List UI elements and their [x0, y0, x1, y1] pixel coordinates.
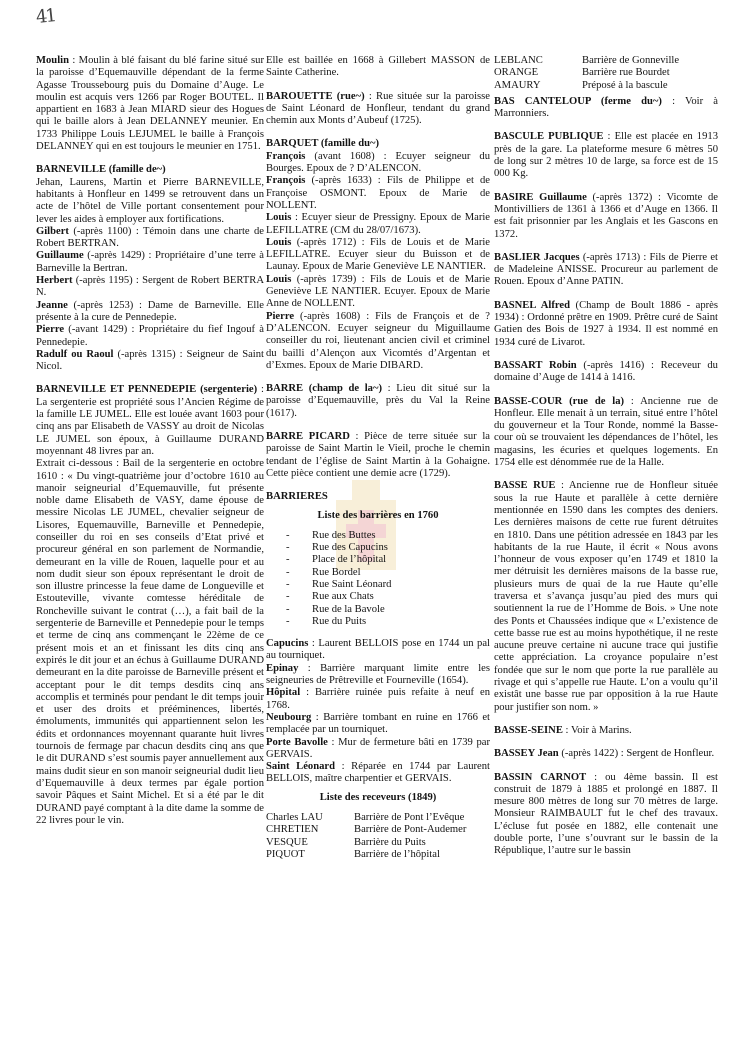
entry-text: (-après 1608) : Fils de François et de ? D’ALENCON. Ecuyer seigneur du Miguillaume conseiller du roi, lieutenant ancien civil et criminel du bailli d’Alençon aux Vicomtés d’Argentan et d’Exmes. Epoux de Marie DIBARD.	[266, 310, 490, 371]
entry-text: (Champ de Boult 1886 - après 1934) : Ordonné prêtre en 1909. Prêtre curé de Saint Gatien des Bois de 1927 à 1934. Il est nommé en 1934 curé de Livarot.	[494, 299, 718, 348]
entry-barriere	[266, 687, 490, 712]
entry-barquet	[266, 274, 490, 311]
receveur-place: Barrière rue Bourdet	[582, 67, 670, 79]
entry-heading: Louis	[266, 212, 292, 224]
receveurs-table	[266, 812, 490, 861]
entry-text: (-avant 1429) : Propriétaire du fief Ingouf à Pennedepie.	[36, 324, 264, 348]
entry-text: : Pièce de terre située sur la paroisse de Saint Martin le Vieil, proche le chemin tendant de l’église de Saint Martin à la Gohaigne. Cette pièce contient une demie acre (1729).	[266, 431, 490, 479]
entry-heading: Neubourg	[266, 711, 312, 723]
entry-heading: BARNEVILLE (famille de~)	[36, 164, 166, 176]
table-row	[266, 837, 490, 849]
entry-text: : Mur de fermeture bâti en 1739 par GERVAIS.	[266, 736, 490, 760]
entry-barriere	[266, 663, 490, 688]
entry-pierre	[36, 324, 264, 349]
entry-basire	[494, 192, 718, 241]
entry-text: : Ecuyer sieur de Pressigny. Epoux de Marie LEFILLATRE (CM du 28/07/1673).	[266, 212, 490, 236]
entry-text: : Barrière ruinée puis refaite à neuf en 1768.	[266, 687, 490, 711]
page-number: 41	[34, 5, 56, 28]
section-heading-barquet	[266, 138, 490, 150]
column-3	[494, 55, 718, 858]
entry-heading: Pierre	[266, 310, 295, 322]
receveur-name: AMAURY	[494, 79, 541, 91]
entry-heading: Louis	[266, 236, 292, 248]
entry-heading: Herbert	[36, 275, 73, 287]
entry-continuation: Elle est baillée en 1668 à Gillebert MASSON de Sainte Catherine.	[266, 55, 490, 79]
entry-radulf	[36, 349, 264, 374]
entry-text: : Barrière tombant en ruine en 1766 et remplacée par un tourniquet.	[266, 711, 490, 736]
entry-heading: Louis	[266, 273, 292, 285]
list-item: - Rue de la Bavole	[286, 603, 385, 615]
entry-baslier	[494, 252, 718, 289]
receveur-name: VESQUE	[266, 836, 308, 848]
entry-heading: BASSE RUE	[494, 480, 556, 492]
entry-heading: BASSE-SEINE	[494, 724, 563, 736]
entry-text: (-après 1100) : Témoin dans une charte de Robert BERTRAN.	[36, 225, 264, 250]
entry-text: : Ancienne rue de Honfleur située sous la rue Haute et parallèle à cette dernière mentionnée en 1590 dans les comptes des deniers. Les dernières maisons de cette rue furent détruites en 1810. Dans une pétition adressée en 1843 par les habitants de la rue Haute, il écrit « Nous avons l’honneur de vous exposer qu’en 1749 et 1810 la mer détruisit les dernières maisons de la basse rue, plusieurs murs de quai de la rue Haute qu’elle traversa et s’avança jusqu’au pied des murs qui soutiennent la rue de l’Homme de Bois. » Une note des Ponts et Chaussées indique que « L’existence de cette basse rue est au moins hypothétique, il ne reste aucune preuve certaine ni aucune trace qui justifie cette appréciation. La croyance populaire n’est fondée que sur le nom que porte la rue parallèle au rivage et qui s’appelle rue Haute. L’on a voulu qu’il existât une basse rue par opposition à la rue Haute pour justifier son nom. »	[494, 480, 718, 713]
entry-heading: Radulf ou Raoul	[36, 348, 114, 360]
entry-barriere	[266, 761, 490, 786]
entry-heading: BASSIN CARNOT	[494, 771, 587, 783]
column-1	[36, 55, 264, 827]
entry-guillaume	[36, 250, 264, 275]
receveur-place: Barrière de Gonneville	[582, 55, 680, 66]
receveur-name: LEBLANC	[494, 55, 543, 66]
entry-bas-canteloup	[494, 96, 718, 121]
table-row	[266, 849, 490, 861]
entry-heading: BASSE-COUR (rue de la)	[494, 395, 625, 407]
entry-heading: Porte Bavolle	[266, 736, 328, 748]
section-heading-barneville	[36, 164, 264, 176]
receveur-place: Barrière de Pont-Audemer	[354, 824, 467, 836]
entry-barriere	[266, 712, 490, 737]
entry-text: (-après 1713) : Fils de Pierre et de Madeleine ANISSE. Procureur au parlement de Rouen. Epoux d’Anne PATIN.	[494, 251, 718, 288]
receveurs-table-continued	[494, 55, 718, 92]
list-item: - Rue des Capucins	[286, 542, 388, 554]
entry-heading: Moulin	[36, 55, 69, 66]
entry-heading: Epinay	[266, 662, 299, 674]
receveur-name: CHRETIEN	[266, 824, 319, 836]
entry-text: : Elle est placée en 1913 près de la gare. La plateforme mesure 6 mètres 50 de long sur 2 mètres 10 de large, sa force est de 15 000 Kg.	[494, 131, 718, 180]
entry-text: : Voir à Marronniers.	[494, 95, 718, 120]
entry-barre-picard	[266, 431, 490, 480]
entry-heading: BARNEVILLE ET PENNEDEPIE (sergenterie)	[36, 384, 258, 396]
list-item: - Rue Bordel	[286, 566, 361, 578]
receveur-place: Barrière du Puits	[354, 836, 426, 848]
entry-text: (-après 1253) : Dame de Barneville. Elle présente à la cure de Pennedepie.	[36, 299, 264, 323]
entry-heading: BARRE (champ de la~)	[266, 383, 383, 395]
section-heading-barrieres	[266, 491, 490, 503]
entry-herbert	[36, 275, 264, 300]
entry-text: (-après 1422) : Sergent de Honfleur.	[558, 748, 715, 760]
entry-basse-rue	[494, 480, 718, 714]
entry-heading: Pierre	[36, 324, 65, 336]
entry-barriere	[266, 737, 490, 762]
entry-heading: BARQUET (famille du~)	[266, 138, 380, 150]
entry-text: (-après 1372) : Vicomte de Montivilliers de 1361 à 1366 et d’Auge en 1366. Il est fait prisonnier par les Anglais et les Gascons en 1372.	[494, 191, 718, 240]
entry-text: : Réparée en 1744 par Laurent BELLOIS, maître charpentier et GERVAIS.	[266, 761, 490, 785]
entry-text: (-après 1739) : Fils de Louis et de Marie Geneviève LE NANTIER. Ecuyer. Epoux de Marie Anne de NOLLENT.	[266, 273, 490, 310]
entry-barquet	[266, 237, 490, 274]
entry-jeanne	[36, 300, 264, 325]
entry-barriere	[266, 638, 490, 663]
entry-text: : Voir à Marins.	[562, 724, 632, 736]
entry-barquet	[266, 311, 490, 372]
table-row	[494, 80, 718, 92]
entry-bassart	[494, 360, 718, 385]
list-item: - Rue des Buttes	[286, 529, 376, 541]
entry-text: : La sergenterie est propriété sous l’Ancien Régime de la famille LE JUMEL. Elle est louée avant 1603 pour cinq ans par Elisabeth de VASSY au droit de Nicolas LE JUMEL son époux, à Guillaume DURAND moyennant 48 livres par an.	[36, 384, 264, 457]
receveur-place: Barrière de l’hôpital	[354, 848, 440, 860]
entry-heading: Hôpital	[266, 687, 301, 699]
list-item: - Rue Saint Léonard	[286, 578, 392, 590]
table-row	[494, 55, 718, 67]
column-2	[266, 55, 490, 865]
entry-heading: Jeanne	[36, 299, 68, 311]
table-row	[494, 67, 718, 79]
list-item: - Place de l’hôpital	[286, 554, 387, 566]
entry-heading: Gilbert	[36, 225, 69, 237]
entry-heading: BAS CANTELOUP (ferme du~)	[494, 95, 662, 107]
entry-heading: BASLIER Jacques	[494, 251, 580, 263]
entry-text: (-après 1633) : Fils de Philippe et de Françoise OSMONT. Epoux de Marie de NOLLENT.	[266, 175, 490, 211]
entry-text: Extrait ci-dessous : Bail de la sergenterie en octobre 1610 : « Du vingt-quatrième jour d’octobre 1610 au manoir seigneurial d’Equemauville, fut présente noble dame Elisabeth de VASY, dame épouse de messire Nicolas LE JUMEL, chevalier seigneur de Lisores, Equemauville, Barneville et Pennedepie, conseiller du roi en ses conseils d’Etat privé et procureur général en son parlement de Normandie, demeurant en la ville de Rouen, laquelle pour et au nom dudit sieur son époux représentant le droit de son illustre princesse la feue dame de Longueville et Estouteville, vivante comtesse héréditale de Roncheville suivant le contrat (…), a fait bail de la sergenterie de Barneville et Pennedepie pour le temps et terme de cinq ans commençant le 22ème de ce présent mois et an et finissant les dits cinq ans expirés le dit jour et an échus à Guillaume DURAND demeurant en la dite paroisse de Barneville présent et acceptant pour le dit temps desdits cinq ans accomplis et terminés pour pendant le dit temps jouir et user des droits et prééminences, libertés, émoluments, immunités qui appartiennent selon les édits et ordonnances moyennant quarante huit livres tournois de fermage par chacun desdits cinq ans que le dit DURAND s’est soumis payer annuellement aux mains dudit sieur en son manoir seigneurial dudit lieu d’Equemauville à deux termes par égale portion savoir Pâques et Saint Michel. Et si a été par le dit DURAND payé comptant à la dite dame la somme de 22 livres pour le vin.	[36, 458, 265, 826]
entry-heading: Saint Léonard	[266, 761, 336, 773]
entry-bail-extrait	[36, 458, 264, 827]
entry-barneville-habitants	[36, 177, 264, 226]
entry-text: Jehan, Laurens, Martin et Pierre BARNEVILLE, habitants à Honfleur en 1499 se retrouvent dans un acte de l’hôtel de Ville portant consentement pour lever les aides à employer aux fortifications.	[36, 176, 264, 225]
entry-basse-seine	[494, 725, 718, 737]
table-row	[266, 824, 490, 836]
entry-heading: BASSART Robin	[494, 359, 577, 371]
entry-barquet	[266, 212, 490, 237]
entry-text: : Moulin à blé faisant du blé farine situé sur la paroisse d’Equemauville dépendant de la ferme Agasse Troussebourg puis du Domaine d’Auge. Le moulin est acquis vers 1266 par Roger BOUTEL. Il appartient en 1683 à Jean MIARD sieur des Hogues qui le baille alors à Jean DELANNEY meunier. En 1733 Philippe Louis LEJUMEL le baille à François DELANNEY qui en est toujours le meunier en 1751.	[36, 55, 264, 153]
entry-heading: BASSEY Jean	[494, 748, 559, 760]
barrieres-list	[266, 530, 490, 628]
table-row	[266, 812, 490, 824]
entry-sergenterie	[36, 384, 264, 458]
entry-text: : Barrière marquant limite entre les seigneuries de Prêtreville et Fourneville (1654).	[266, 662, 490, 687]
entry-heading: BARRE PICARD	[266, 431, 350, 443]
entry-heading: Capucins	[266, 638, 309, 650]
entry-text: : Rue située sur la paroisse de Saint Léonard de Honfleur, tendant du grand chemin aux Monts d’Aubeuf (1725).	[266, 90, 490, 127]
entry-heading: François	[266, 150, 306, 162]
entry-heading: BASNEL Alfred	[494, 299, 570, 311]
entry-bassey	[494, 748, 718, 760]
receveur-place: Barrière de Pont l’Evêque	[354, 812, 465, 824]
entry-text: : Laurent BELLOIS pose en 1744 un pal au tourniquet.	[266, 638, 490, 662]
entry-moulin	[36, 55, 264, 153]
entry-text: : ou 4ème bassin. Il est construit de 1879 à 1885 et prolongé en 1887. Il mesure 800 mètres de long sur 70 mètres de large. Monsieur RAIMBAULT fut le chef des travaux. L’écluse fut posée en 1882, elle contenait une double porte, l’une s’ouvrant sur le bassin de la République, l’autre sur le bassin	[494, 771, 718, 857]
entry-bassin-carnot	[494, 772, 718, 858]
entry-text: (avant 1608) : Ecuyer seigneur du Bourges. Epoux de ? D’ALENCON.	[266, 150, 490, 175]
entry-barouette	[266, 91, 490, 128]
entry-text: (-après 1195) : Sergent de Robert BERTRA N.	[36, 275, 264, 299]
entry-heading: BARRIERES	[266, 491, 328, 503]
list-item: - Rue aux Chats	[286, 591, 374, 603]
entry-heading: BASCULE PUBLIQUE	[494, 131, 604, 143]
receveur-name: ORANGE	[494, 67, 539, 79]
list-title-receveurs: Liste des receveurs (1849)	[319, 791, 437, 803]
entry-gilbert	[36, 226, 264, 251]
list-title-barrieres: Liste des barrières en 1760	[317, 509, 439, 521]
entry-barre	[266, 383, 490, 420]
receveur-name: PIQUOT	[266, 848, 305, 860]
entry-heading: Guillaume	[36, 250, 84, 262]
entry-heading: BASIRE Guillaume	[494, 191, 587, 203]
receveur-place: Préposé à la bascule	[582, 79, 668, 91]
entry-barquet	[266, 175, 490, 212]
entry-text: (-après 1416) : Receveur du domaine d’Auge de 1414 à 1416.	[494, 359, 718, 384]
entry-text: (-après 1429) : Propriétaire d’une terre à Barneville la Bertran.	[36, 250, 264, 274]
entry-basnel	[494, 300, 718, 349]
entry-heading: François	[266, 175, 306, 187]
entry-barquet	[266, 151, 490, 176]
entry-basse-cour	[494, 396, 718, 470]
entry-text: : Lieu dit situé sur la paroisse d’Equemauville, près du Val la Reine (1617).	[266, 383, 490, 419]
list-item: - Rue du Puits	[286, 615, 367, 627]
entry-text: (-après 1315) : Seigneur de Saint Nicol.	[36, 348, 264, 373]
entry-text: (-après 1712) : Fils de Louis et de Marie LEFILLATRE. Ecuyer sieur du Buisson et de Launay. Epoux de Marie Geneviève LE NANTIER.	[266, 236, 490, 273]
entry-text: : Ancienne rue de Honfleur. Elle menait à un terrain, situé entre l’hôtel du gouverneur et la Tour Ronde, nommé la Basse-cour où se trouvaient les dépendances de l’hôtel, les magasins, les écuries et quelques logements. En 1754 elle est dénommée rue de la Halle.	[494, 395, 718, 469]
entry-heading: BAROUETTE (rue~)	[266, 90, 365, 102]
entry-bascule-publique	[494, 131, 718, 180]
receveur-name: Charles LAU	[266, 812, 323, 824]
